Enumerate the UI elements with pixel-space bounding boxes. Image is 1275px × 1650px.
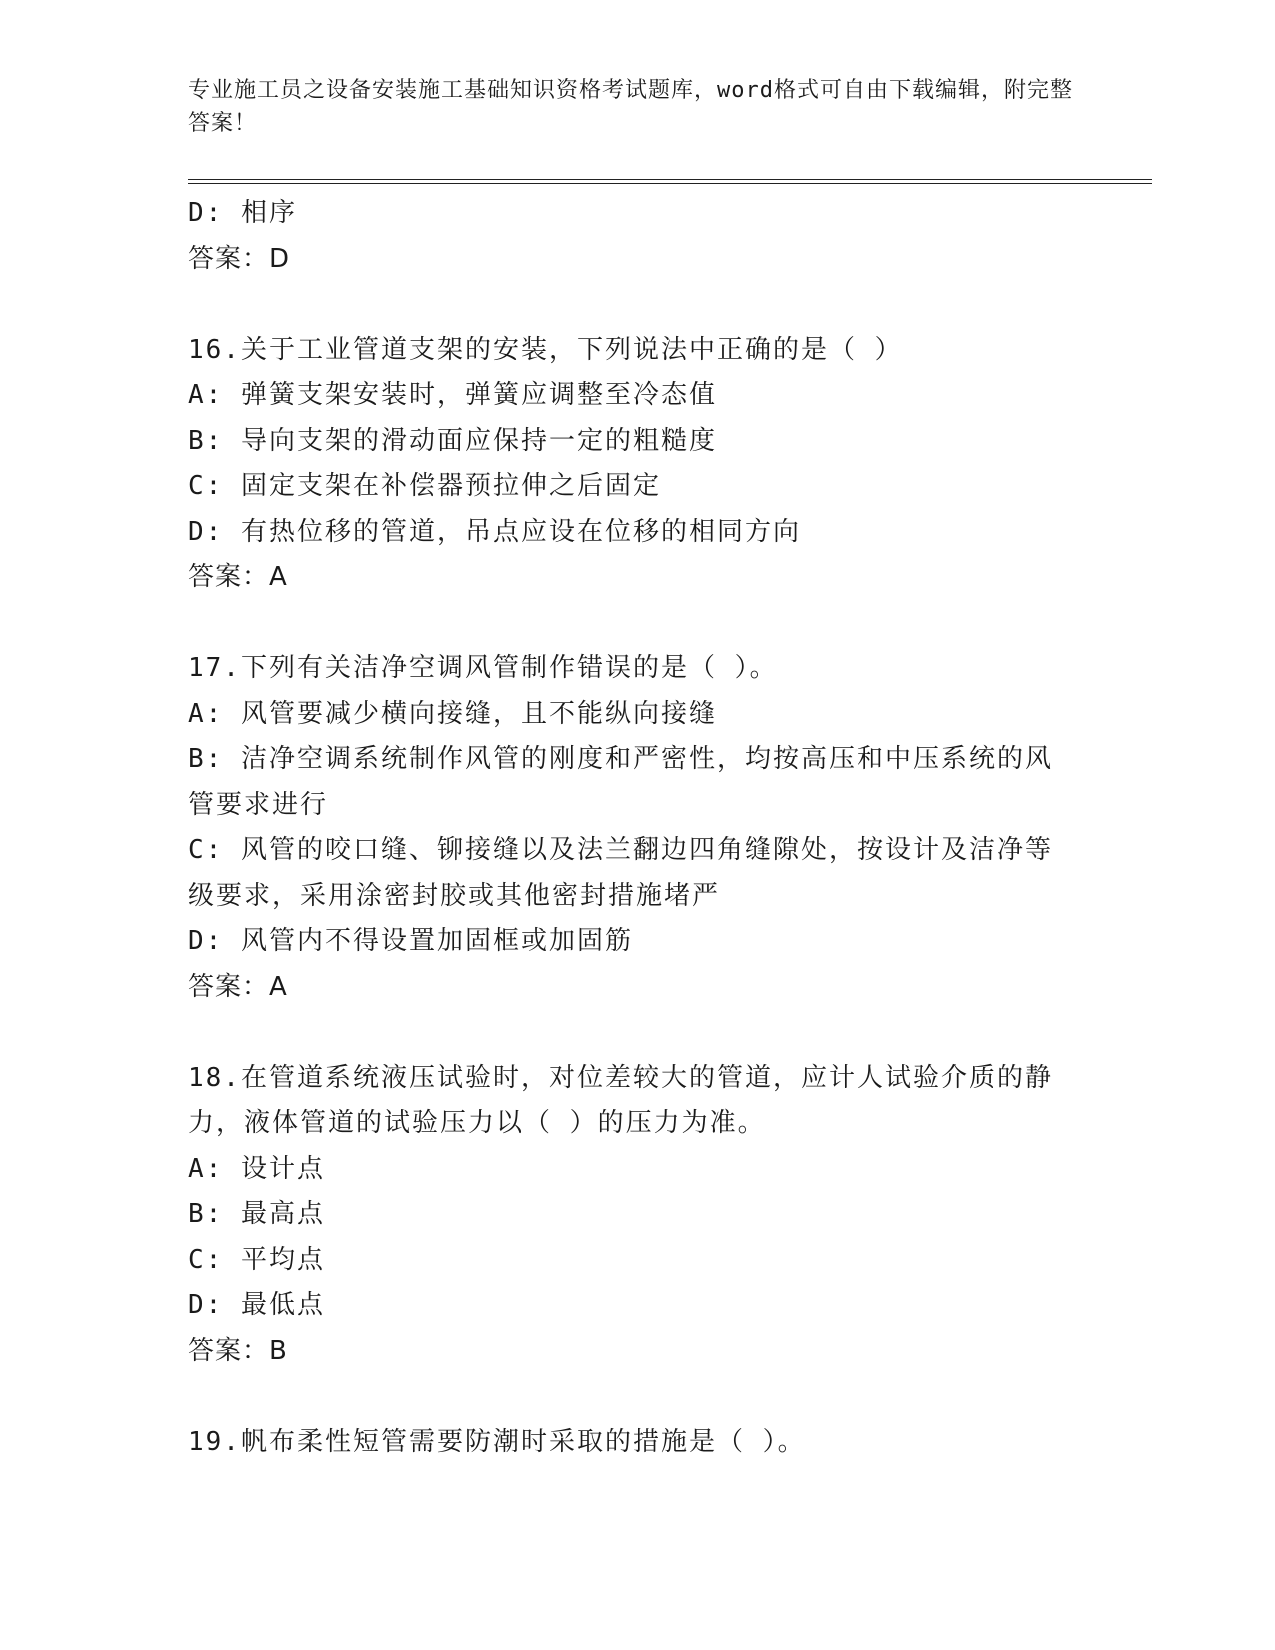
previous-question-tail — [188, 191, 1078, 282]
option-a: A: 弹簧支架安装时，弹簧应调整至冷态值 — [188, 380, 717, 410]
header-rule-bottom — [188, 183, 1152, 184]
page-header: 专业施工员之设备安装施工基础知识资格考试题库，word格式可自由下载编辑，附完整答案！ — [188, 78, 1073, 136]
option-a: A: 风管要减少横向接缝，且不能纵向接缝 — [188, 698, 717, 729]
answer: 答案：A — [188, 562, 288, 592]
option-c: C: 平均点 — [188, 1244, 325, 1275]
question-stem: 18.在管道系统液压试验时，对位差较大的管道，应计人试验介质的静力，液体管道的试验压力以（ ）的压力为准。 — [188, 1062, 1053, 1138]
option-b: B: 最高点 — [188, 1199, 325, 1229]
answer: 答案：D — [188, 243, 291, 274]
option-d: D: 有热位移的管道，吊点应设在位移的相同方向 — [188, 516, 801, 547]
header-rule-top — [188, 179, 1152, 180]
spacer — [188, 601, 1078, 647]
question-16 — [188, 328, 1078, 601]
answer: 答案：A — [188, 971, 288, 1002]
option-d: D: 相序 — [188, 198, 297, 228]
question-18 — [188, 1056, 1078, 1375]
question-stem: 16.关于工业管道支架的安装，下列说法中正确的是（ ） — [188, 334, 903, 365]
option-b: B: 洁净空调系统制作风管的刚度和严密性，均按高压和中压系统的风管要求进行 — [188, 744, 1053, 820]
question-stem: 17.下列有关洁净空调风管制作错误的是（ ）。 — [188, 653, 778, 683]
option-d: D: 风管内不得设置加固框或加固筋 — [188, 926, 633, 956]
question-stem: 19.帆布柔性短管需要防潮时采取的措施是（ ）。 — [188, 1426, 806, 1457]
spacer — [188, 1374, 1078, 1420]
spacer — [188, 1010, 1078, 1056]
spacer — [188, 282, 1078, 328]
option-a: A: 设计点 — [188, 1153, 325, 1184]
answer: 答案：B — [188, 1335, 288, 1366]
option-b: B: 导向支架的滑动面应保持一定的粗糙度 — [188, 425, 717, 456]
question-list — [188, 191, 1078, 1465]
question-17 — [188, 646, 1078, 1010]
option-c: C: 固定支架在补偿器预拉伸之后固定 — [188, 471, 661, 501]
question-19 — [188, 1420, 1078, 1466]
option-c: C: 风管的咬口缝、铆接缝以及法兰翻边四角缝隙处，按设计及洁净等级要求，采用涂密封胶或其他密封措施堵严 — [188, 835, 1053, 911]
option-d: D: 最低点 — [188, 1290, 325, 1320]
